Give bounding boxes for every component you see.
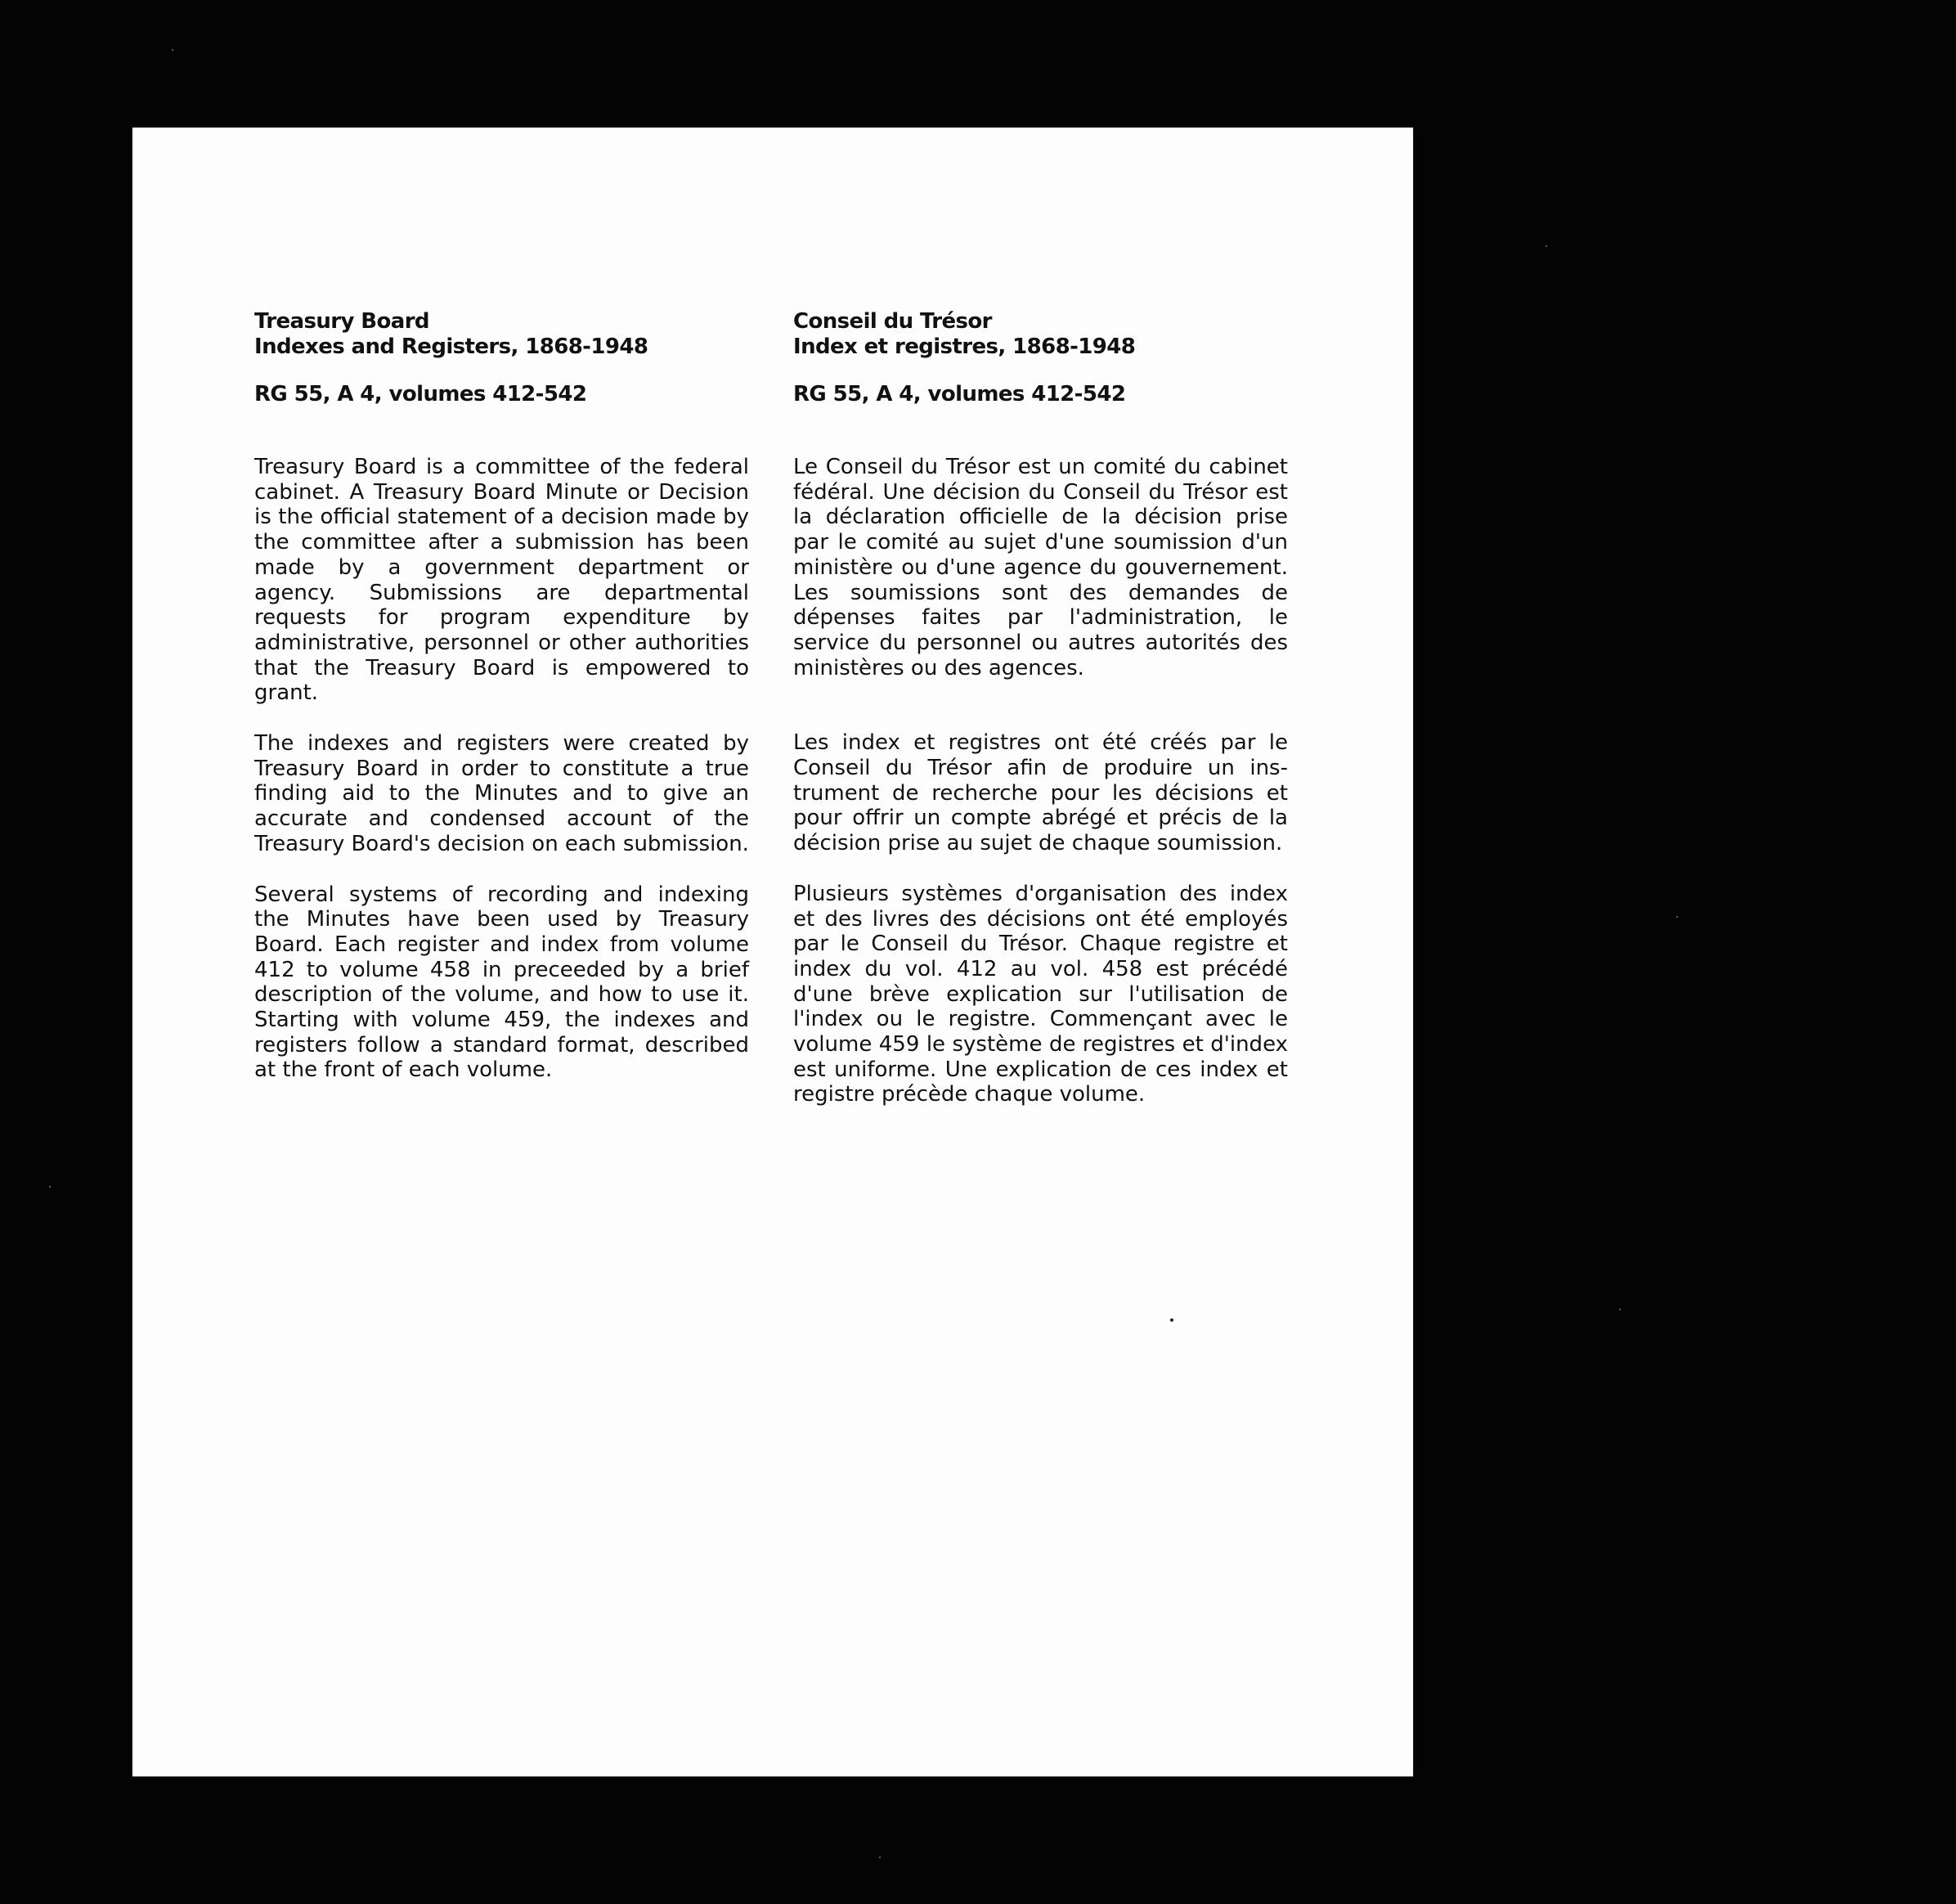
english-column [254,309,749,1083]
english-title: Treasury Board [254,309,429,334]
french-paragraph-2: Les index et registres ont été créés par le Conseil du Trésor afin de produire un instrument de recherche pour les décisions et pour offrir un compte abrégé et précis de la décision prise au sujet de chaque soumission. [793,730,1288,856]
french-subtitle: Index et registres, 1868-1948 [793,335,1136,359]
english-subtitle: Indexes and Registers, 1868-1948 [254,335,648,359]
french-paragraph-3: Plusieurs systèmes d'organisation des index et des livres des décisions ont été employés par le Conseil du Trésor. Chaque registre et index du vol. 412 au vol. 458 est précédé d'une brève explication sur l'utilisation de l'index ou le registre. Commençant avec le volume 459 le système de registres et d'index est uniforme. Une explication de ces index et registre précède chaque volume. [793,881,1288,1107]
french-column [793,309,1288,1107]
dust-speck [1619,1309,1621,1310]
english-paragraph-1: Treasury Board is a committee of the federal cabinet. A Treasury Board Minute or Decision is the official statement of a decision made by the committee after a submission has been made by a government department or agency. Submissions are departmental requests for program expenditure by administrative, personnel or other authorities that the Treasury Board is empowered to grant. [254,455,749,706]
dust-speck [1546,245,1547,247]
ink-speck [1170,1318,1173,1322]
dust-speck [172,49,173,51]
english-paragraph-2: The indexes and registers were created by Treasury Board in order to constitute a true finding aid to the Minutes and to give an accurate and condensed account of the Treasury Board's decision on each submission. [254,731,749,856]
french-paragraph-1: Le Conseil du Trésor est un comité du cabinet fédéral. Une décision du Conseil du Trésor est la déclaration officielle de la décision prise par le comité au sujet d'une soumission d'un ministère ou d'une agence du gouvernement. Les soumissions sont des demandes de dépenses faites par l'administration, le service du personnel ou autres autorités des ministères ou des agences. [793,455,1288,680]
dust-speck [1676,916,1678,918]
dust-speck [49,1186,51,1188]
dust-speck [879,1857,881,1858]
french-reference: RG 55, A 4, volumes 412-542 [793,382,1126,406]
english-paragraph-3: Several systems of recording and indexing the Minutes have been used by Treasury Board. Each register and index from volume 412 to volume 458 in preceeded by a brief description of the volume, and how to use it. Starting with volume 459, the indexes and registers follow a standard format, described at the front of each volume. [254,882,749,1083]
english-reference: RG 55, A 4, volumes 412-542 [254,382,587,406]
document-page [132,128,1413,1776]
french-title: Conseil du Trésor [793,309,992,334]
